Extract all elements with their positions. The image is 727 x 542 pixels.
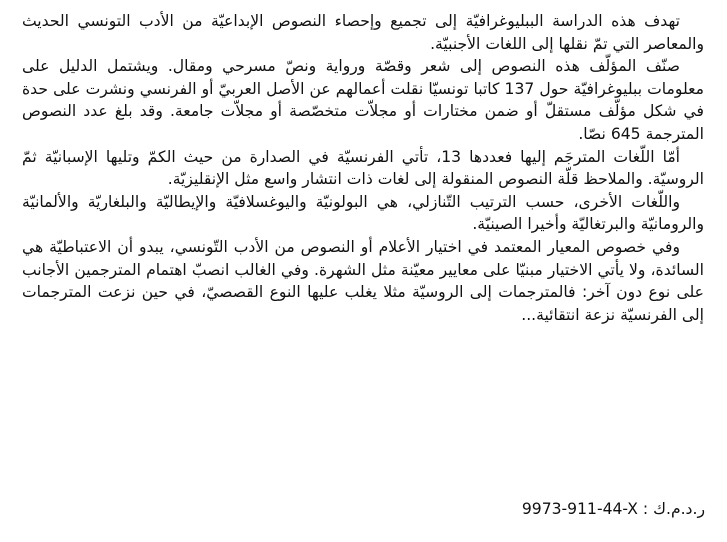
paragraph-classification: صنّف المؤلّف هذه النصوص إلى شعر وقصّة ورواية ونصّ مسرحي ومقال. ويشتمل الدليل على معلومات ببليوغرافيّة حول 137 كاتبا تونسيّا نقلت أعمالهم عن الأصل العربيّ أو الفرنسي ونشرت على حدة في شكل مؤلّف مستقلّ أو ضمن مختارات أو مجلاّت متخصّصة أو مجلاّت جامعة. وقد بلغ عدد النصوص المترجمة 645 نصّا. bbox=[22, 57, 704, 143]
paragraph-selection-criteria: وفي خصوص المعيار المعتمد في اختيار الأعلام أو النصوص من الأدب التّونسي، يبدو أن الاعتباطيّة هي السائدة، ولا يأتي الاختيار مبنيّا على معايير معيّنة مثل الشهرة. وفي الغالب انصبّ اهتمام المترجمين الأجانب على نوع دون آخر: فالمترجمات إلى الروسيّة مثلا يغلب عليها النوع القصصيّ، في حين نزعت المترجمات إلى الفرنسيّة نزعة انتقائية... bbox=[22, 237, 704, 324]
paragraph-other-languages: واللّغات الأخرى، حسب الترتيب التّنازلي، هي البولونيّة واليوغسلافيّة والإيطاليّة والبلغاريّة والألمانيّة والرومانيّة والبرتغاليّة وأخيرا الصينيّة. bbox=[22, 192, 704, 234]
isbn-label: ر.د.م.ك : bbox=[642, 500, 705, 518]
isbn-value: 9973-911-44-X bbox=[521, 500, 638, 518]
document-body bbox=[22, 10, 704, 326]
isbn-line bbox=[522, 498, 705, 520]
paragraph-intro: تهدف هذه الدراسة الببليوغرافيّة إلى تجميع وإحصاء النصوص الإبداعيّة من الأدب التونسي الحديث والمعاصر التي تمّ نقلها إلى اللغات الأجنبيّة. bbox=[22, 12, 704, 53]
paragraph-languages: أمّا اللّغات المترجَم إليها فعددها 13، تأتي الفرنسيّة في الصدارة من حيث الكمّ وتليها الإسبانيّة ثمّ الروسيّة. والملاحظ قلّة النصوص المنقولة إلى لغات ذات انتشار واسع مثل الإنقليزيّة. bbox=[22, 147, 704, 189]
